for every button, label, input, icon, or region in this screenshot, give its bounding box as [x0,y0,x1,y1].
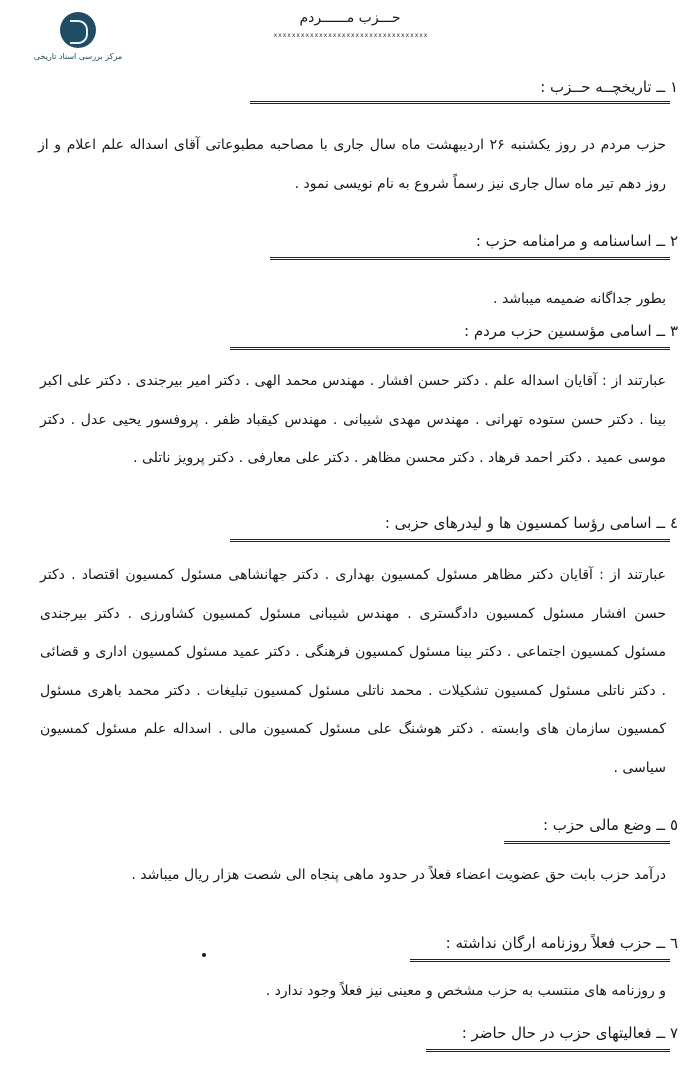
document-subtitle: xxxxxxxxxxxxxxxxxxxxxxxxxxxxxxxxxx [273,32,429,39]
section-2-heading: ۲ ــ اساسنامه و مرامنامه حزب : [475,232,678,250]
section-5-heading: ٥ ــ وضع مالی حزب : [542,816,678,834]
section-6-paragraph: و روزنامه های منتسب به حزب مشخص و معینی نیز فعلاً وجود ندارد . [265,983,666,999]
section-1-heading: ۱ ــ تاریخچــه حــزب : [540,78,678,96]
section-3-underline [230,347,670,353]
section-4-heading: ٤ ــ اسامی رؤسا کمسیون ها و لیدرهای حزبی : [384,514,678,532]
archive-logo-caption: مرکز بررسی اسناد تاریخی [33,52,123,61]
archive-logo-icon [60,12,96,48]
section-4-paragraph: عبارتند از : آقایان دکتر مظاهر مسئول کمسیون بهداری . دکتر جهانشاهی مسئول کمسیون اقتصاد . دکتر حسن افشار مسئول کمسیون دادگستری . مهندس شیبانی مسئول کمسیون کشاورزی . دکتر بیرجندی مسئول کمسیون اجتماعی . دکتر بینا مسئول کمسیون فرهنگی . دکتر عمید مسئول کمسیون اداری و قضائی . دکتر ناتلی مسئول کمسیون تشکیلات . محمد ناتلی مسئول کمسیون تبلیغات . دکتر محمد باهری مسئول کمسیون سازمان های وابسته . دکتر هوشنگ علی مسئول کمسیون مالی . اسداله علم مسئول کمسیون سیاسی . [40,567,666,776]
section-7-heading: ۷ ــ فعالیتهای حزب در حال حاضر : [461,1024,678,1042]
section-2-underline [270,257,670,263]
section-7-underline [426,1049,670,1055]
section-5-underline [504,841,670,847]
section-6-heading: ٦ ــ حزب فعلاً روزنامه ارگان نداشته : [445,934,678,952]
section-1-paragraph: حزب مردم در روز یکشنبه ۲۶ اردیبهشت ماه سال جاری با مصاحبه مطبوعاتی آقای اسداله علم اعلام و از روز دهم تیر ماه سال جاری نیز رسماً شروع به نام نویسی نمود . [38,137,666,192]
section-6-underline [410,959,670,965]
section-5-paragraph: درآمد حزب بابت حق عضویت اعضاء فعلاً در حدود ماهی پنجاه الی شصت هزار ریال میباشد . [131,867,666,883]
section-2-paragraph: بطور جداگانه ضمیمه میباشد . [493,291,666,307]
document-title: حـــزب مــــــردم [299,10,401,26]
section-1-underline [250,101,670,107]
section-3-heading: ۳ ــ اسامی مؤسسین حزب مردم : [464,322,678,340]
section-3-paragraph: عبارتند از : آقایان اسداله علم . دکتر حسن افشار . مهندس محمد الهی . دکتر امیر بیرجندی . دکتر علی اکبر بینا . دکتر حسن ستوده تهرانی . مهندس مهدی شیبانی . مهندس کیقباد ظفر . پروفسور یحیی عدل . دکتر موسی عمید . دکتر احمد فرهاد . دکتر محسن مظاهر . دکتر علی معارفی . دکتر پرویز ناتلی . [40,373,666,466]
archive-logo [30,8,123,68]
section-4-underline [230,539,670,545]
ink-speck [202,953,206,957]
